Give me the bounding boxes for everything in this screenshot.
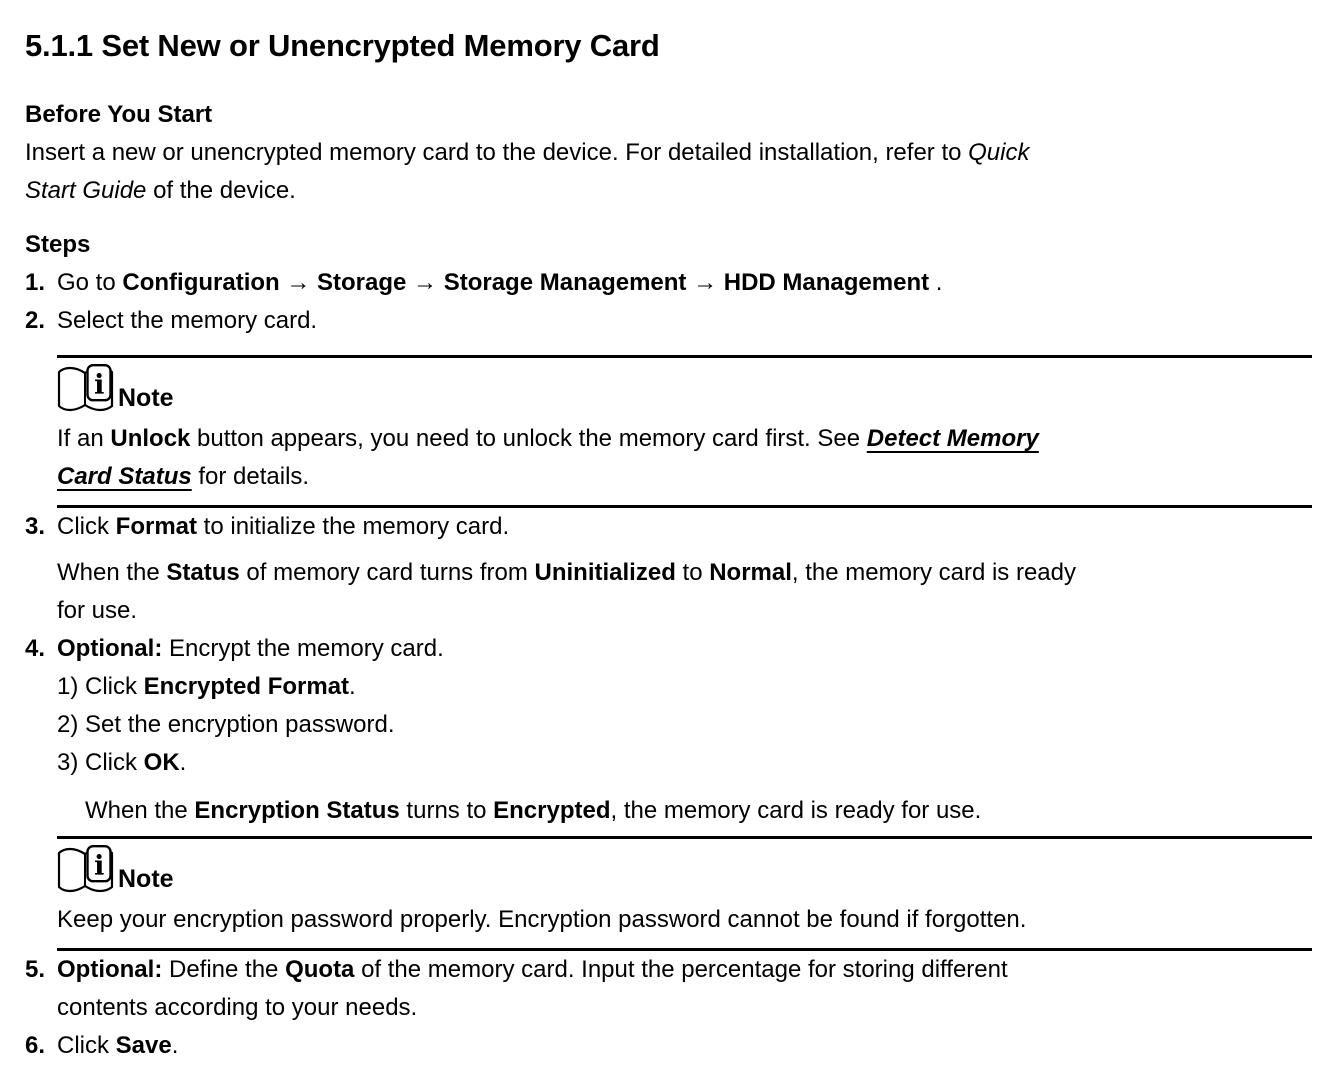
step-number: 2. <box>25 307 46 334</box>
text-run: for details. <box>191 463 310 490</box>
ui-term: OK <box>143 749 180 776</box>
substep-1 <box>57 668 1295 706</box>
step-3-result-text <box>57 554 1295 630</box>
note-book-info-icon <box>57 845 115 895</box>
note-label: Note <box>118 865 174 893</box>
step-text <box>57 508 1295 546</box>
text-run: turns to <box>399 797 494 824</box>
text-run: contents according to your needs. <box>57 994 418 1021</box>
ui-term: Quota <box>285 956 355 983</box>
text-run: Define the <box>162 956 286 983</box>
ui-term: Encryption Status <box>194 797 400 824</box>
text-run: . <box>179 749 187 776</box>
ui-term: Status <box>166 559 240 586</box>
before-you-start-text <box>25 134 1295 210</box>
ui-term: Uninitialized <box>534 559 676 586</box>
step-text <box>57 264 1295 302</box>
step-5 <box>25 951 1295 1027</box>
text-run: , the memory card is ready for use. <box>610 797 982 824</box>
substep-2 <box>57 706 1295 744</box>
text-run: . <box>171 1032 179 1059</box>
note-text: Keep your encryption password properly. Encryption password cannot be found if forgotten. <box>57 906 1027 933</box>
step-text <box>57 630 1295 668</box>
optional-label: Optional: <box>57 635 163 662</box>
text-run: When the <box>57 559 167 586</box>
text-run: Click <box>57 513 116 540</box>
text-run: button appears, you need to unlock the memory card first. See <box>190 425 867 452</box>
substep-text <box>85 744 186 782</box>
step-1 <box>25 264 1295 302</box>
step-number: 1. <box>25 269 46 296</box>
step-4-result-text <box>85 792 1295 830</box>
substep-number: 2) <box>57 711 79 738</box>
book-title-run: Quick <box>968 139 1030 166</box>
ui-term: Format <box>115 513 198 540</box>
text-run: to <box>675 559 710 586</box>
substep-number: 3) <box>57 749 79 776</box>
ui-term: Encrypted <box>493 797 611 824</box>
link-detect-memory-card-status[interactable]: Detect Memory <box>866 425 1039 452</box>
text-run: . <box>929 269 943 296</box>
step-number: 3. <box>25 513 46 540</box>
before-you-start-heading: Before You Start <box>25 101 213 128</box>
note-header <box>57 845 1312 895</box>
text-run: If an <box>57 425 111 452</box>
step-3 <box>25 508 1295 546</box>
text-run: for use. <box>57 597 138 624</box>
text-run: Insert a new or unencrypted memory card to the device. For detailed installation, refer to <box>25 139 969 166</box>
substep-text: Set the encryption password. <box>85 711 395 738</box>
section-title: 5.1.1 Set New or Unencrypted Memory Card <box>25 28 660 63</box>
step-4 <box>25 630 1295 668</box>
info-i-glyph: i <box>94 369 105 401</box>
step-6 <box>25 1027 1295 1065</box>
note-book-info-icon <box>57 364 115 414</box>
note-header <box>57 364 1312 414</box>
ui-term: Save <box>115 1032 172 1059</box>
info-i-glyph: i <box>94 850 105 882</box>
ui-term: Unlock <box>110 425 191 452</box>
note-label: Note <box>118 384 174 412</box>
step-text <box>57 951 1295 1027</box>
note-text <box>57 420 1312 496</box>
note-box-1 <box>57 355 1312 508</box>
step-4-substeps <box>57 668 1295 782</box>
text-run: to initialize the memory card. <box>197 513 510 540</box>
ui-term: Normal <box>709 559 792 586</box>
text-run: of memory card turns from <box>239 559 535 586</box>
substep-text <box>85 668 356 706</box>
menu-path: Configuration → Storage → Storage Management → HDD Management <box>122 269 930 296</box>
text-run: Go to <box>57 269 123 296</box>
step-text <box>57 1027 1295 1065</box>
text-run: . <box>349 673 356 700</box>
text-run: Click <box>85 673 144 700</box>
text-run: of the memory card. Input the percentage for storing different <box>354 956 1008 983</box>
ui-term: Encrypted Format <box>143 673 350 700</box>
text-run: , the memory card is ready <box>791 559 1077 586</box>
text-run: Click <box>57 1032 116 1059</box>
text-run: Encrypt the memory card. <box>162 635 444 662</box>
step-text: Select the memory card. <box>57 307 318 334</box>
text-run: When the <box>85 797 195 824</box>
substep-number: 1) <box>57 673 79 700</box>
step-number: 4. <box>25 635 46 662</box>
text-run: Click <box>85 749 144 776</box>
step-number: 6. <box>25 1032 46 1059</box>
step-2 <box>25 302 1295 340</box>
link-detect-memory-card-status[interactable]: Card Status <box>57 463 192 490</box>
steps-heading: Steps <box>25 231 91 258</box>
step-number: 5. <box>25 956 46 983</box>
substep-3 <box>57 744 1295 782</box>
book-title-run: Start Guide <box>25 177 147 204</box>
text-run: of the device. <box>146 177 296 204</box>
note-box-2 <box>57 836 1312 951</box>
optional-label: Optional: <box>57 956 163 983</box>
